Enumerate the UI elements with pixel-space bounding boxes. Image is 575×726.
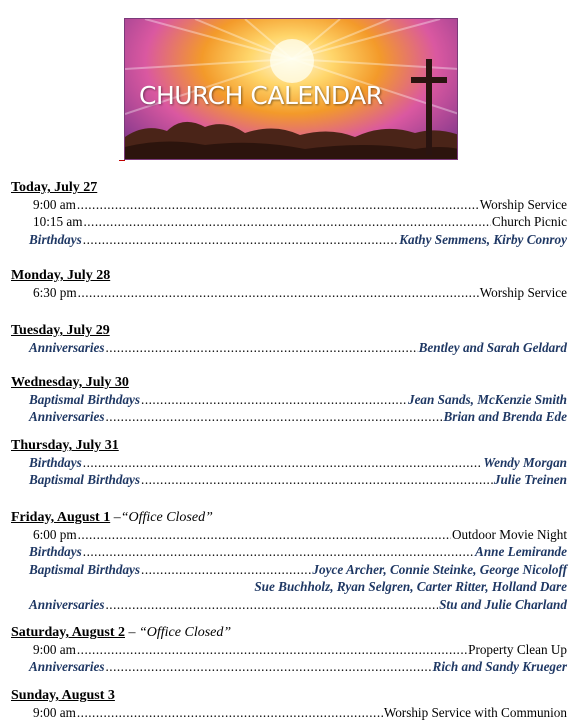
dot-leader	[105, 596, 438, 613]
day-date: Thursday, July 31	[11, 438, 119, 453]
dot-leader	[77, 641, 467, 658]
entry-value: Outdoor Movie Night	[451, 527, 567, 542]
calendar-entry	[11, 231, 567, 248]
dot-leader	[77, 196, 479, 213]
entry-label: Birthdays	[29, 455, 82, 470]
dot-leader	[83, 454, 483, 471]
day-date: Today, July 27	[11, 180, 98, 195]
dot-leader	[83, 213, 490, 230]
day-heading	[11, 374, 567, 391]
calendar-entry	[11, 596, 567, 613]
dot-leader	[141, 471, 493, 488]
calendar-entry	[11, 471, 567, 488]
entry-label: 9:00 am	[33, 705, 76, 720]
day-section	[11, 179, 567, 248]
entry-label: Baptismal Birthdays	[29, 561, 141, 577]
day-heading	[11, 624, 567, 641]
office-closed-note: – “Office Closed”	[124, 625, 232, 640]
calendar-entry	[11, 213, 567, 230]
entry-value: Worship Service with Communion	[383, 705, 567, 720]
calendar-entry	[11, 543, 567, 560]
entry-label: Birthdays	[29, 544, 82, 560]
entry-label: Anniversaries	[29, 340, 105, 355]
dot-leader	[77, 704, 383, 721]
entry-value: Worship Service	[479, 197, 567, 212]
dot-leader	[141, 561, 311, 578]
calendar-entry	[11, 704, 567, 721]
day-heading	[11, 179, 567, 196]
day-heading	[11, 267, 567, 284]
entry-label: Birthdays	[29, 231, 82, 247]
day-date: Wednesday, July 30	[11, 375, 129, 390]
day-section	[11, 374, 567, 426]
entry-label: Anniversaries	[29, 596, 105, 612]
day-section	[11, 322, 567, 356]
entry-value: Jean Sands, McKenzie Smith	[407, 392, 567, 407]
day-heading	[11, 437, 567, 454]
entry-value: Joyce Archer, Connie Steinke, George Nicoloff	[312, 561, 567, 577]
calendar-entry	[11, 526, 567, 543]
red-underline-mark	[119, 158, 125, 161]
day-date: Saturday, August 2	[11, 625, 125, 640]
day-date: Tuesday, July 29	[11, 323, 110, 338]
day-date: Friday, August 1	[11, 510, 111, 525]
entry-value: Wendy Morgan	[483, 455, 567, 470]
entry-value: Kathy Semmens, Kirby Conroy	[399, 231, 567, 247]
dot-leader	[83, 543, 474, 560]
calendar-entry	[11, 578, 567, 595]
entry-value: Bentley and Sarah Geldard	[418, 340, 567, 355]
entry-label: 6:30 pm	[33, 285, 77, 300]
calendar-entry	[11, 641, 567, 658]
entry-value: Anne Lemirande	[475, 544, 567, 560]
entry-value: Brian and Brenda Ede	[443, 409, 567, 425]
dot-leader	[105, 339, 417, 356]
banner-title: CHURCH CALENDAR	[139, 81, 383, 110]
entry-value: Property Clean Up	[468, 642, 567, 657]
entry-label: 10:15 am	[33, 214, 83, 230]
day-section	[11, 509, 567, 613]
entry-label: 6:00 pm	[33, 527, 77, 542]
day-heading	[11, 687, 567, 704]
dot-leader	[78, 284, 479, 301]
day-section	[11, 267, 567, 301]
entry-value: Julie Treinen	[493, 472, 567, 488]
entry-label: 9:00 am	[33, 197, 76, 212]
calendar-entry	[11, 658, 567, 675]
entry-label: 9:00 am	[33, 642, 76, 657]
entry-value: Rich and Sandy Krueger	[432, 659, 567, 675]
day-heading	[11, 322, 567, 339]
calendar-entry	[11, 339, 567, 356]
calendar-entry	[11, 284, 567, 301]
day-section	[11, 437, 567, 489]
entry-value: Sue Buchholz, Ryan Selgren, Carter Ritter, Holland Dare	[254, 579, 567, 595]
dot-leader	[105, 408, 442, 425]
entry-label: Baptismal Birthdays	[29, 392, 141, 407]
church-calendar-banner	[124, 18, 458, 160]
calendar-entry	[11, 454, 567, 471]
calendar-entry	[11, 408, 567, 425]
entry-label: Anniversaries	[29, 409, 105, 425]
office-closed-note: –“Office Closed”	[110, 510, 213, 525]
dot-leader	[78, 526, 451, 543]
day-section	[11, 687, 567, 721]
day-section	[11, 624, 567, 676]
entry-value: Church Picnic	[491, 214, 567, 230]
calendar-entry	[11, 561, 567, 578]
calendar-entry	[11, 196, 567, 213]
entry-label: Anniversaries	[29, 659, 105, 675]
day-date: Sunday, August 3	[11, 688, 115, 703]
entry-value: Stu and Julie Charland	[439, 596, 567, 612]
day-heading	[11, 509, 567, 526]
calendar-entry	[11, 391, 567, 408]
entry-value: Worship Service	[479, 285, 567, 300]
dot-leader	[83, 231, 398, 248]
dot-leader	[141, 391, 407, 408]
entry-label: Baptismal Birthdays	[29, 472, 141, 488]
day-date: Monday, July 28	[11, 268, 111, 283]
dot-leader	[105, 658, 431, 675]
